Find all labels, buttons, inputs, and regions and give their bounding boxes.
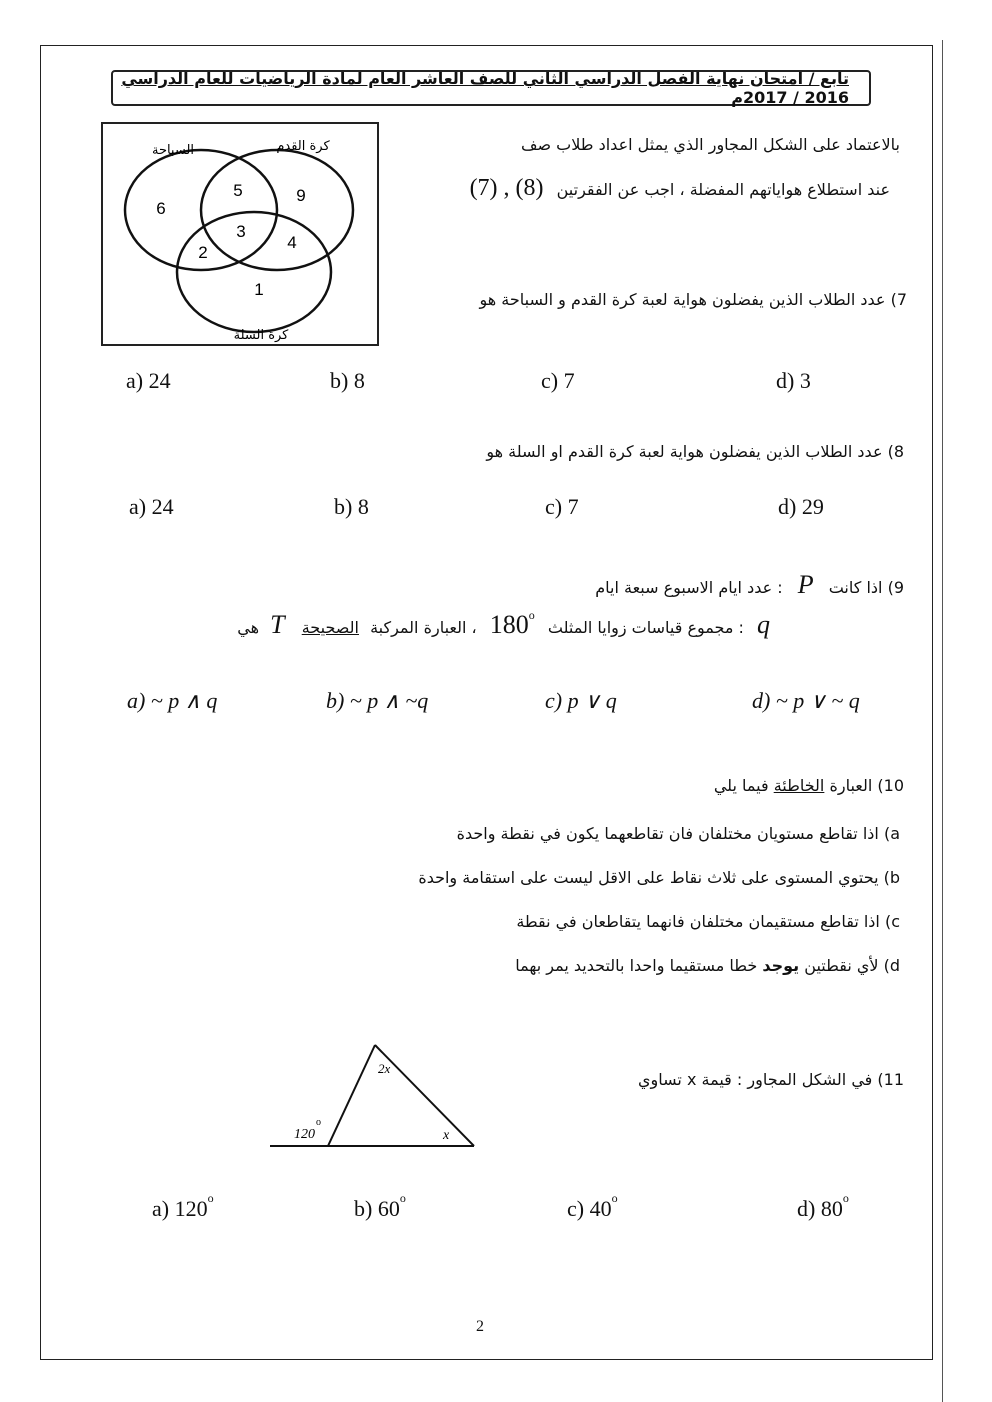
q11-label-top: 2x (378, 1061, 391, 1076)
q10-option-d[interactable] (515, 956, 900, 975)
q8-option-b[interactable]: b) 8 (334, 494, 369, 519)
margin-rule (942, 40, 943, 1402)
q9-line-2 (237, 610, 770, 640)
q11-label-ext-degree: o (316, 1117, 321, 1128)
q8-option-d[interactable]: d) 29 (778, 494, 824, 519)
q10-option-d-bold: يوجد (762, 956, 800, 975)
venn-region-football-only: 9 (296, 186, 306, 205)
venn-label-basketball: كرة السلة (233, 328, 289, 343)
q9-option-d[interactable]: d) ~ p ∨ ~ q (752, 688, 860, 713)
venn-circle-basketball (177, 212, 331, 332)
page-number: 2 (476, 1318, 484, 1335)
q11-option-b-degree: o (399, 1191, 406, 1205)
q10-option-c[interactable]: c) اذا تقاطع مستقيمان مختلفان فانهما يتقاطعان في نقطة (516, 912, 900, 931)
intro-line-2-text: عند استطلاع هواياتهم المفضلة ، اجب عن الفقرتين (556, 180, 890, 199)
intro-line-1: بالاعتماد على الشكل المجاور الذي يمثل اعداد طلاب صف (520, 135, 900, 154)
q10-option-d-post: خطا مستقيما واحدا بالتحديد يمر بهما (515, 956, 758, 975)
q8-text: 8) عدد الطلاب الذين يفضلون هواية لعبة كرة القدم او السلة هو (486, 442, 904, 461)
q10-option-d-pre: d) لأي نقطتين (804, 956, 900, 975)
q10-title-post: فيما يلي (713, 776, 769, 795)
venn-label-football: كرة القدم (276, 139, 330, 154)
q11-option-c-value: c) 40 (567, 1196, 612, 1221)
venn-region-basketball-only: 1 (254, 280, 264, 299)
q10-title-wrong: الخاطئة (773, 776, 825, 795)
exam-header-title: تابع / امتحان نهاية الفصل الدراسي الثاني للصف العاشر العام لمادة الرياضيات للعام الدراسي 2016 / 2017م (121, 69, 849, 107)
q8-option-c[interactable]: c) 7 (545, 494, 579, 519)
q9-option-a[interactable]: a) ~ p ∧ q (127, 688, 218, 713)
q11-option-c[interactable] (567, 1191, 618, 1222)
q9-option-b[interactable]: b) ~ p ∧ ~q (326, 688, 429, 713)
q7-option-b[interactable]: b) 8 (330, 368, 365, 393)
q9-var-t: T (270, 610, 285, 639)
q11-triangle-figure (260, 1035, 490, 1155)
q9-angle-degree: o (528, 608, 535, 622)
q10-title (714, 776, 904, 795)
q10-title-pre: 10) العبارة (829, 776, 904, 795)
q10-option-b[interactable]: b) يحتوي المستوى على ثلاث نقاط على الاقل ليست على استقامة واحدة (418, 868, 900, 887)
q11-label-right: x (443, 1128, 450, 1143)
q7-text: 7) عدد الطلاب الذين يفضلون هواية لعبة كرة القدم و السباحة هو (479, 290, 907, 309)
q11-option-a-degree: o (207, 1191, 214, 1205)
venn-region-swimming-only: 6 (156, 199, 166, 218)
q9-angle-value: 180 (489, 610, 529, 639)
intro-question-refs: (7) , (8) (469, 175, 544, 201)
q11-text: 11) في الشكل المجاور : قيمة x تساوي (638, 1070, 904, 1089)
q9-angle (490, 610, 535, 639)
q7-option-d[interactable]: d) 3 (776, 368, 811, 393)
q8-option-a[interactable]: a) 24 (129, 494, 174, 519)
venn-diagram (101, 122, 379, 346)
q9-line-1 (595, 570, 904, 600)
venn-region-swimming-football: 5 (233, 181, 243, 200)
q9-line-1-pre: 9) اذا كانت (828, 578, 904, 597)
venn-region-football-basketball: 4 (287, 233, 297, 252)
exam-header (111, 70, 871, 106)
q10-option-a[interactable]: a) اذا تقاطع مستويان مختلفان فان تقاطعهما يكون في نقطة واحدة (456, 824, 900, 843)
q11-option-a[interactable] (152, 1191, 214, 1222)
q9-line-2-end: هي (237, 618, 260, 637)
q9-correct-word: الصحيحة (301, 618, 359, 637)
q11-option-d[interactable] (797, 1191, 849, 1222)
q11-option-d-value: d) 80 (797, 1196, 843, 1221)
q9-var-p: P (797, 570, 814, 599)
q9-line-2-a: : مجموع قياسات زوايا المثلث (547, 618, 744, 637)
q11-option-b[interactable] (354, 1191, 406, 1222)
q9-var-q: q (757, 610, 770, 639)
intro-line-2 (470, 175, 890, 202)
q11-option-d-degree: o (842, 1191, 849, 1205)
q11-option-b-value: b) 60 (354, 1196, 400, 1221)
q11-option-c-degree: o (611, 1191, 618, 1205)
venn-region-all-three: 3 (236, 222, 246, 241)
q9-line-2-b: ، العبارة المركبة (370, 618, 477, 637)
q11-option-a-value: a) 120 (152, 1196, 208, 1221)
q7-option-c[interactable]: c) 7 (541, 368, 575, 393)
venn-region-swimming-basketball: 2 (198, 243, 208, 262)
q9-option-c[interactable]: c) p ∨ q (545, 688, 617, 713)
q11-label-ext: 120 (294, 1127, 315, 1142)
venn-label-swimming: السباحة (151, 143, 195, 158)
q9-line-1-post: : عدد ايام الاسبوع سبعة ايام (595, 578, 783, 597)
q7-option-a[interactable]: a) 24 (126, 368, 171, 393)
